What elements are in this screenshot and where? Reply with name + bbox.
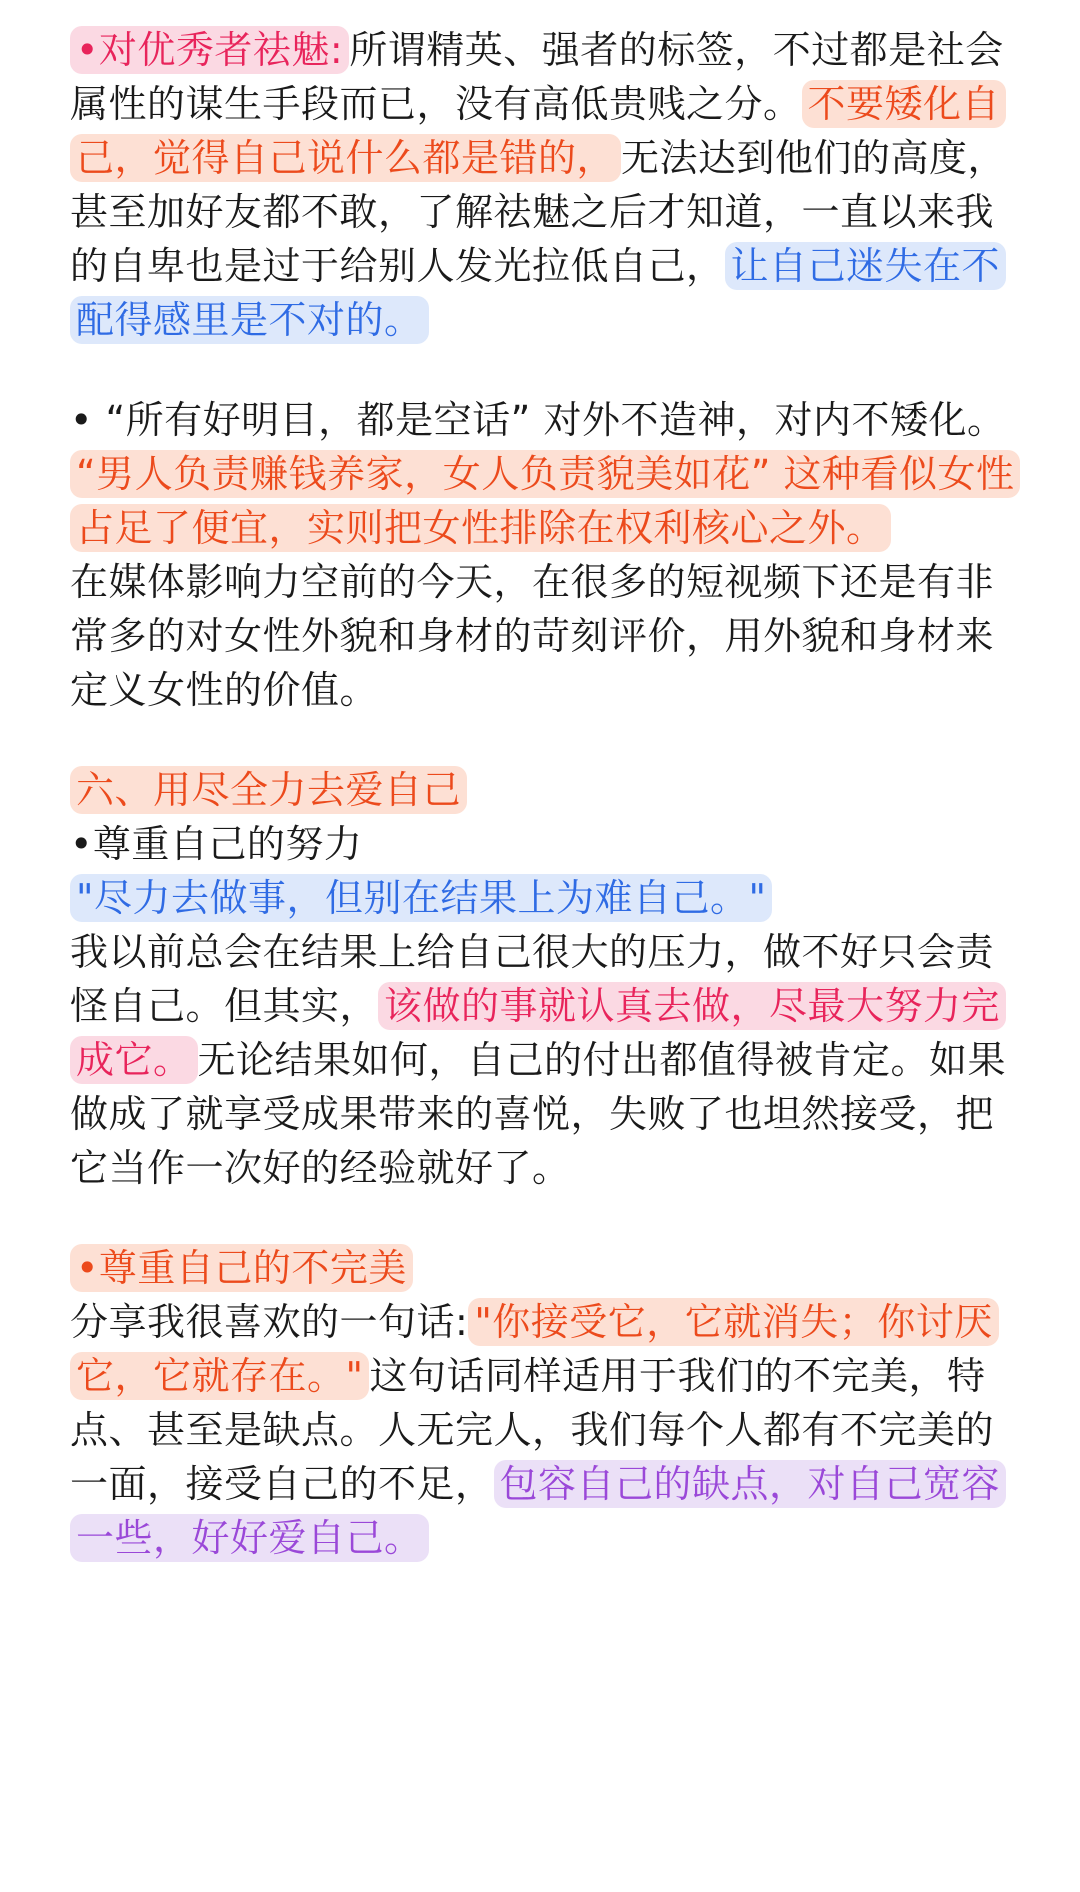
paragraph-1-text: 甚至加好友都不敢，了解祛魅之后才知道，一直以来我 xyxy=(70,190,995,234)
paragraph-2-text: 常多的对女性外貌和身材的苛刻评价，用外貌和身材来 xyxy=(70,614,995,658)
section-6-pink-highlight: 成它。 xyxy=(70,1036,198,1084)
paragraph-2-text: 在媒体影响力空前的今天，在很多的短视频下还是有非 xyxy=(70,560,995,604)
paragraph-1-line-6 xyxy=(70,288,429,352)
section-6-text: 我以前总会在结果上给自己很大的压力，做不好只会责 xyxy=(70,930,995,974)
paragraph-1-text: 无法达到他们的高度， xyxy=(621,136,1007,180)
section-6-text: 它当作一次好的经验就好了。 xyxy=(70,1146,571,1190)
section-6-subheading: •尊重自己的努力 xyxy=(70,822,363,866)
paragraph-4-text: 一面，接受自己的不足， xyxy=(70,1462,494,1506)
paragraph-4-text: 这句话同样适用于我们的不完美，特 xyxy=(369,1354,986,1398)
paragraph-4-heading: •尊重自己的不完美 xyxy=(70,1244,413,1292)
section-6-pink-highlight: 该做的事就认真去做，尽最大努力完 xyxy=(378,982,1006,1030)
paragraph-4-text: 点、甚至是缺点。人无完人，我们每个人都有不完美的 xyxy=(70,1408,995,1452)
paragraph-2-orange-highlight: 占足了便宜，实则把女性排除在权利核心之外。 xyxy=(70,504,891,552)
paragraph-1-text: 的自卑也是过于给别人发光拉低自己， xyxy=(70,244,725,288)
section-6-text: 做成了就享受成果带来的喜悦，失败了也坦然接受，把 xyxy=(70,1092,995,1136)
paragraph-1-text: 属性的谋生手段而已，没有高低贵贱之分。 xyxy=(70,82,802,126)
paragraph-4-orange-highlight: 它，它就存在。" xyxy=(70,1352,369,1400)
section-6-quote: "尽力去做事，但别在结果上为难自己。" xyxy=(70,874,772,922)
paragraph-1-text: 所谓精英、强者的标签，不过都是社会 xyxy=(349,28,1004,72)
paragraph-1-heading: •对优秀者祛魅: xyxy=(70,26,349,74)
paragraph-1-blue-highlight: 让自己迷失在不 xyxy=(725,242,1007,290)
paragraph-1-orange-highlight: 己，觉得自己说什么都是错的， xyxy=(70,134,621,182)
section-6-text: 怪自己。但其实， xyxy=(70,984,379,1028)
paragraph-2-orange-highlight: “男人负责赚钱养家，女人负责貌美如花” 这种看似女性 xyxy=(70,450,1020,498)
paragraph-1-blue-highlight: 配得感里是不对的。 xyxy=(70,296,429,344)
paragraph-2-heading: • “所有好明目，都是空话” 对外不造神，对内不矮化。 xyxy=(70,398,1006,442)
paragraph-2-line-6 xyxy=(70,658,378,722)
paragraph-4-purple-highlight: 包容自己的缺点，对自己宽容 xyxy=(494,1460,1007,1508)
paragraph-4-line-6 xyxy=(70,1506,429,1570)
section-6-title: 六、用尽全力去爱自己 xyxy=(70,766,467,814)
section-6-line-8 xyxy=(70,1136,571,1200)
section-6-text: 无论结果如何，自己的付出都值得被肯定。如果 xyxy=(197,1038,1007,1082)
paragraph-4-text: 分享我很喜欢的一句话: xyxy=(70,1300,469,1344)
paragraph-1-orange-highlight: 不要矮化自 xyxy=(802,80,1007,128)
paragraph-2-text: 定义女性的价值。 xyxy=(70,668,379,712)
paragraph-4-purple-highlight: 一些，好好爱自己。 xyxy=(70,1514,429,1562)
paragraph-4-orange-highlight: "你接受它，它就消失；你讨厌 xyxy=(468,1298,998,1346)
